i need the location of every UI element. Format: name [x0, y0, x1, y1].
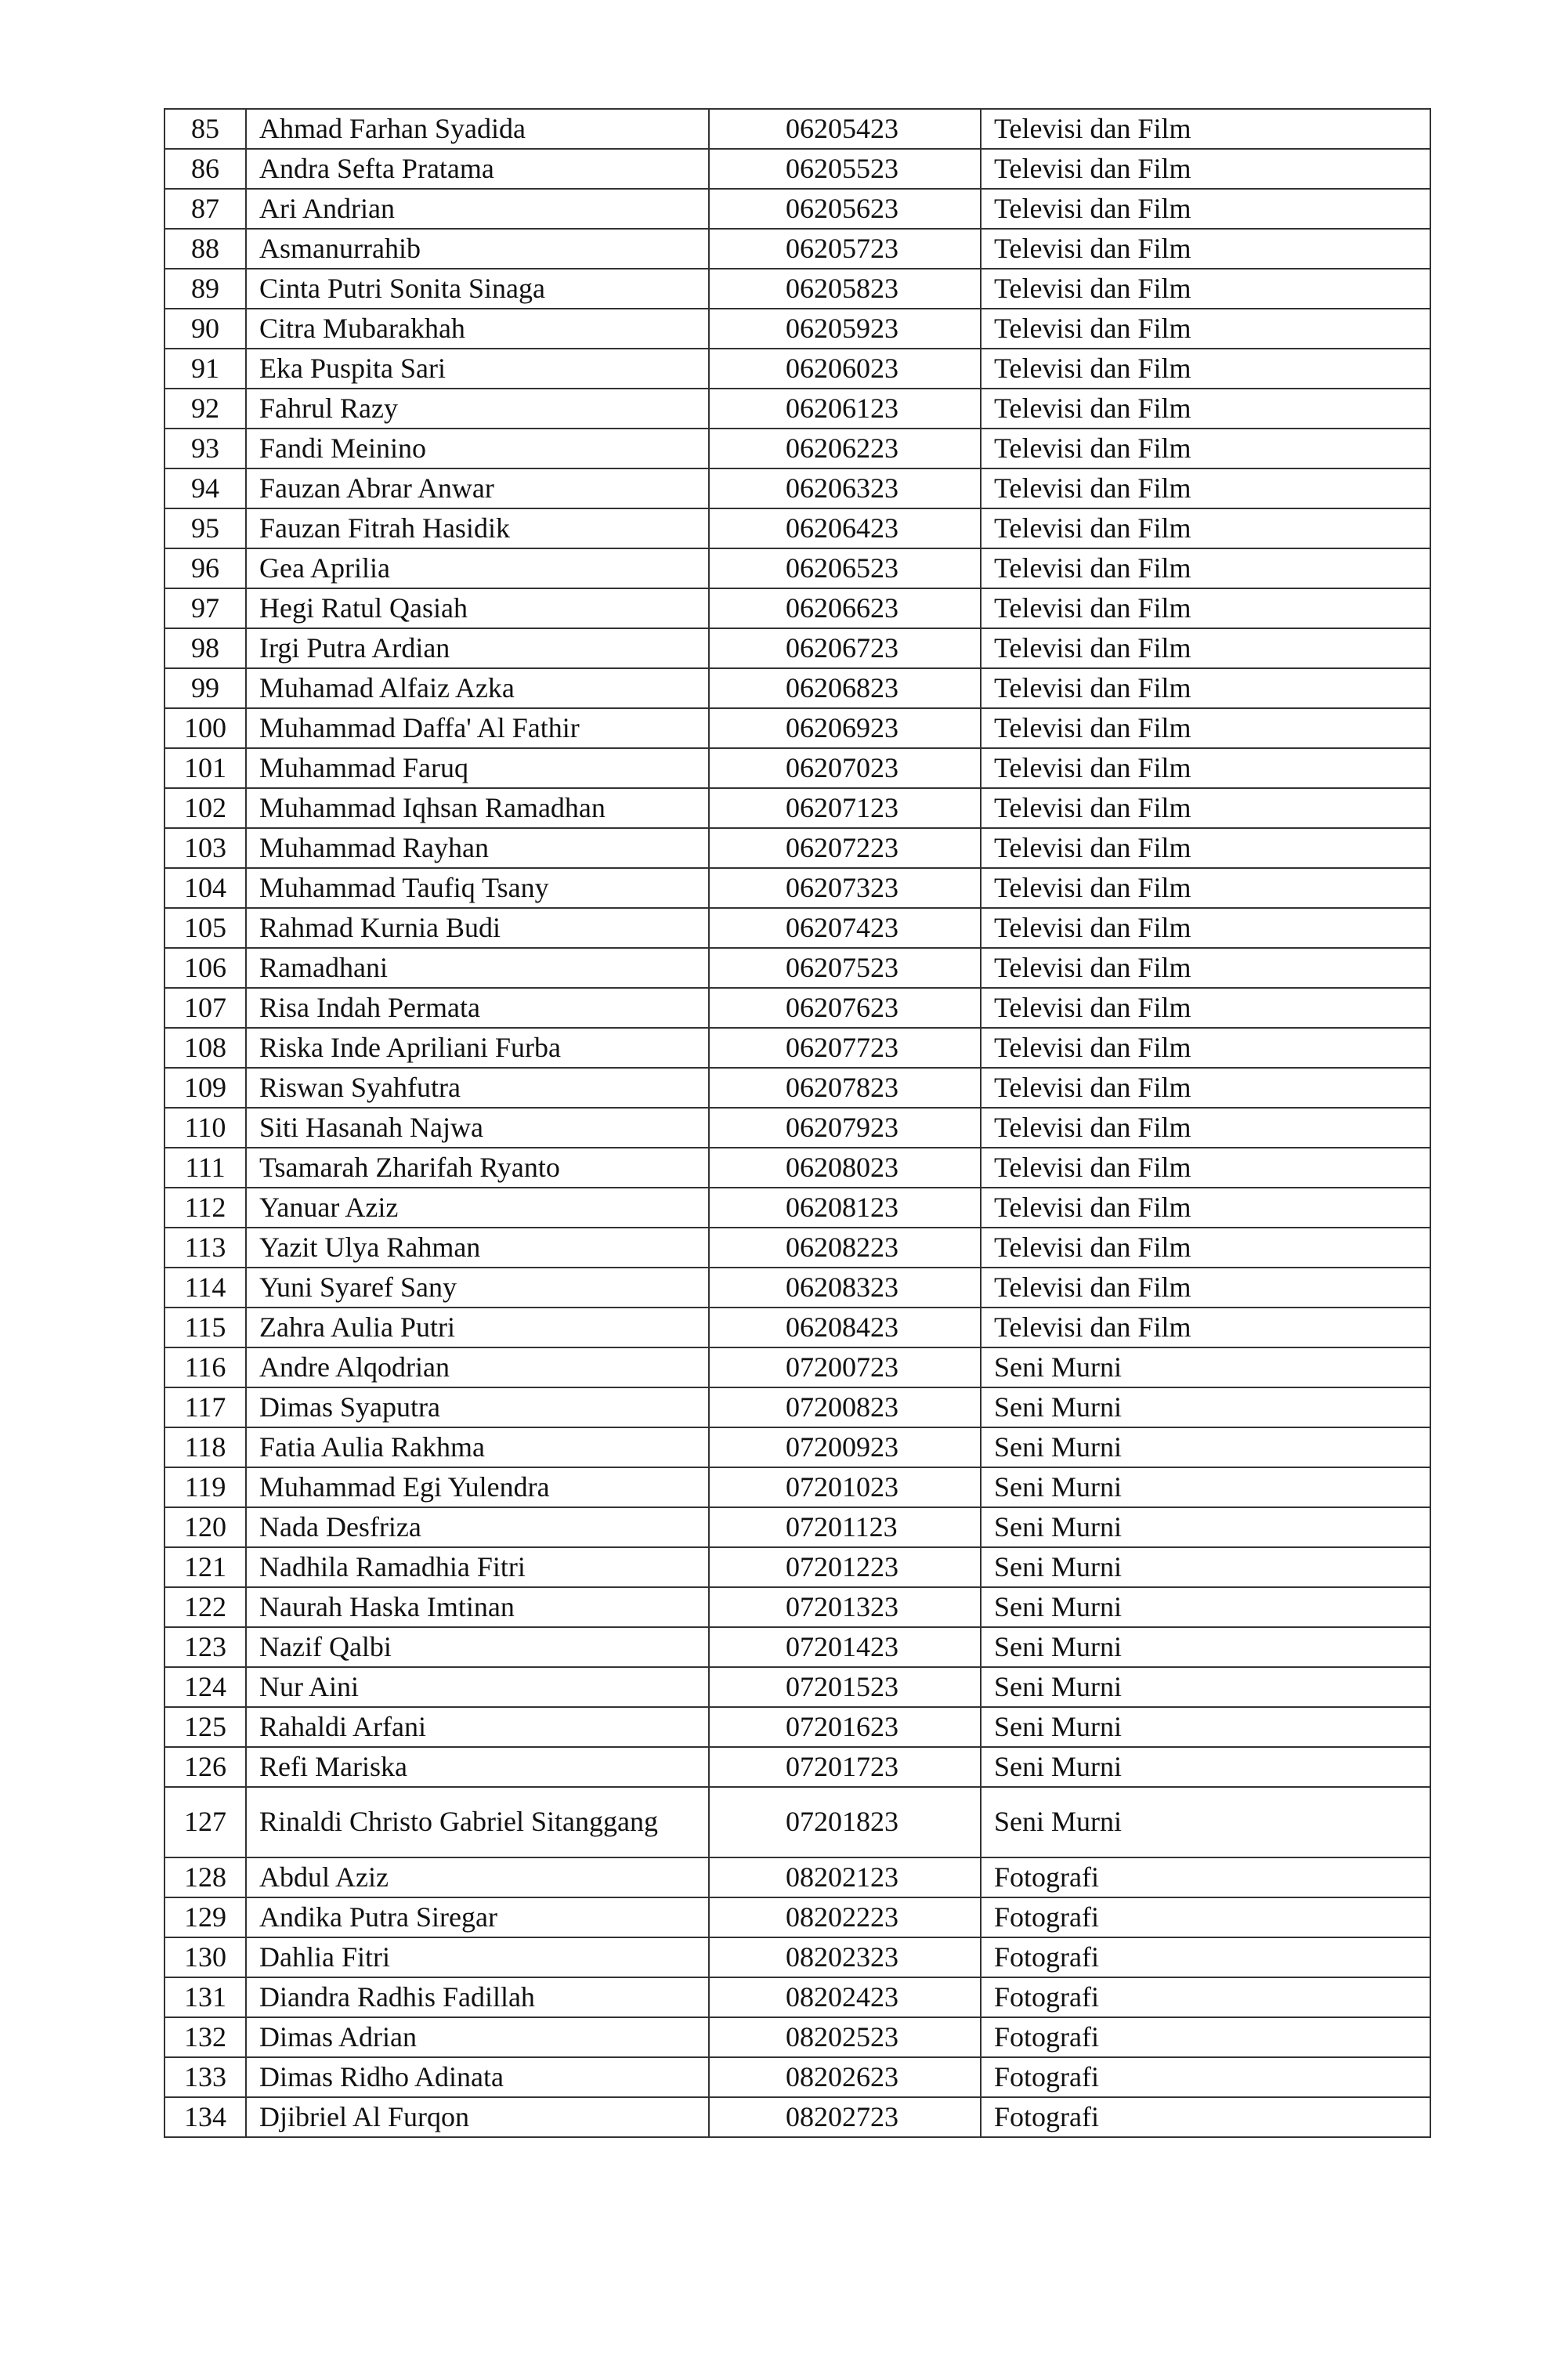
row-number-cell: 111 [164, 1148, 246, 1188]
table-row [164, 468, 1430, 508]
student-name-cell: Hegi Ratul Qasiah [246, 588, 709, 628]
student-name-cell: Nada Desfriza [246, 1507, 709, 1547]
study-program-cell: Seni Murni [981, 1507, 1430, 1547]
study-program-cell: Televisi dan Film [981, 1068, 1430, 1108]
row-number-cell: 110 [164, 1108, 246, 1148]
student-name-cell: Nazif Qalbi [246, 1627, 709, 1667]
table-row [164, 1587, 1430, 1627]
study-program-cell: Televisi dan Film [981, 1028, 1430, 1068]
study-program-cell: Televisi dan Film [981, 1308, 1430, 1347]
student-name-cell: Siti Hasanah Najwa [246, 1108, 709, 1148]
student-name-cell: Ari Andrian [246, 189, 709, 229]
student-name-cell: Yuni Syaref Sany [246, 1268, 709, 1308]
student-name-cell: Fatia Aulia Rakhma [246, 1427, 709, 1467]
row-number-cell: 97 [164, 588, 246, 628]
student-name-cell: Eka Puspita Sari [246, 349, 709, 389]
study-program-cell: Seni Murni [981, 1627, 1430, 1667]
study-program-cell: Televisi dan Film [981, 868, 1430, 908]
student-id-cell: 06206323 [709, 468, 981, 508]
row-number-cell: 101 [164, 748, 246, 788]
table-row [164, 1108, 1430, 1148]
student-name-cell: Nadhila Ramadhia Fitri [246, 1547, 709, 1587]
study-program-cell: Televisi dan Film [981, 668, 1430, 708]
study-program-cell: Seni Murni [981, 1467, 1430, 1507]
student-name-cell: Citra Mubarakhah [246, 309, 709, 349]
student-name-cell: Djibriel Al Furqon [246, 2097, 709, 2137]
study-program-cell: Televisi dan Film [981, 189, 1430, 229]
study-program-cell: Seni Murni [981, 1587, 1430, 1627]
row-number-cell: 125 [164, 1707, 246, 1747]
student-name-cell: Gea Aprilia [246, 548, 709, 588]
table-row [164, 868, 1430, 908]
student-id-cell: 07201023 [709, 1467, 981, 1507]
table-row [164, 109, 1430, 149]
student-id-cell: 06206623 [709, 588, 981, 628]
table-row [164, 1387, 1430, 1427]
table-row [164, 1897, 1430, 1937]
student-id-cell: 06208123 [709, 1188, 981, 1228]
student-id-cell: 06207223 [709, 828, 981, 868]
table-row [164, 1977, 1430, 2017]
table-row [164, 1787, 1430, 1857]
student-name-cell: Muhammad Iqhsan Ramadhan [246, 788, 709, 828]
student-id-cell: 08202623 [709, 2057, 981, 2097]
row-number-cell: 104 [164, 868, 246, 908]
table-row [164, 948, 1430, 988]
student-id-cell: 06208423 [709, 1308, 981, 1347]
study-program-cell: Fotografi [981, 1937, 1430, 1977]
row-number-cell: 118 [164, 1427, 246, 1467]
study-program-cell: Televisi dan Film [981, 269, 1430, 309]
student-name-cell: Andra Sefta Pratama [246, 149, 709, 189]
student-name-cell: Cinta Putri Sonita Sinaga [246, 269, 709, 309]
student-name-cell: Zahra Aulia Putri [246, 1308, 709, 1347]
student-name-cell: Fandi Meinino [246, 429, 709, 468]
row-number-cell: 87 [164, 189, 246, 229]
student-table-body [164, 109, 1430, 2137]
student-id-cell: 06205523 [709, 149, 981, 189]
table-row [164, 269, 1430, 309]
student-id-cell: 08202123 [709, 1857, 981, 1897]
row-number-cell: 123 [164, 1627, 246, 1667]
study-program-cell: Seni Murni [981, 1387, 1430, 1427]
row-number-cell: 126 [164, 1747, 246, 1787]
row-number-cell: 90 [164, 309, 246, 349]
row-number-cell: 127 [164, 1787, 246, 1857]
student-name-cell: Refi Mariska [246, 1747, 709, 1787]
student-id-cell: 08202723 [709, 2097, 981, 2137]
student-name-cell: Muhammad Faruq [246, 748, 709, 788]
student-name-cell: Ramadhani [246, 948, 709, 988]
student-id-cell: 08202423 [709, 1977, 981, 2017]
student-id-cell: 06207623 [709, 988, 981, 1028]
row-number-cell: 117 [164, 1387, 246, 1427]
row-number-cell: 86 [164, 149, 246, 189]
row-number-cell: 116 [164, 1347, 246, 1387]
student-id-cell: 06206123 [709, 389, 981, 429]
table-row [164, 628, 1430, 668]
student-name-cell: Ahmad Farhan Syadida [246, 109, 709, 149]
study-program-cell: Televisi dan Film [981, 908, 1430, 948]
student-id-cell: 07201623 [709, 1707, 981, 1747]
student-id-cell: 06207723 [709, 1028, 981, 1068]
row-number-cell: 112 [164, 1188, 246, 1228]
student-name-cell: Asmanurrahib [246, 229, 709, 269]
table-row [164, 2097, 1430, 2137]
student-id-cell: 06208223 [709, 1228, 981, 1268]
row-number-cell: 131 [164, 1977, 246, 2017]
study-program-cell: Televisi dan Film [981, 309, 1430, 349]
row-number-cell: 129 [164, 1897, 246, 1937]
row-number-cell: 94 [164, 468, 246, 508]
table-row [164, 1148, 1430, 1188]
student-name-cell: Fauzan Fitrah Hasidik [246, 508, 709, 548]
table-row [164, 1707, 1430, 1747]
study-program-cell: Seni Murni [981, 1667, 1430, 1707]
row-number-cell: 114 [164, 1268, 246, 1308]
study-program-cell: Televisi dan Film [981, 628, 1430, 668]
student-id-cell: 06205423 [709, 109, 981, 149]
study-program-cell: Televisi dan Film [981, 788, 1430, 828]
table-row [164, 2057, 1430, 2097]
row-number-cell: 119 [164, 1467, 246, 1507]
table-row [164, 349, 1430, 389]
study-program-cell: Fotografi [981, 2017, 1430, 2057]
study-program-cell: Televisi dan Film [981, 1148, 1430, 1188]
study-program-cell: Televisi dan Film [981, 948, 1430, 988]
table-row [164, 1188, 1430, 1228]
student-id-cell: 06207323 [709, 868, 981, 908]
student-id-cell: 06206023 [709, 349, 981, 389]
student-list-table [164, 108, 1431, 2138]
student-id-cell: 06206823 [709, 668, 981, 708]
student-name-cell: Yanuar Aziz [246, 1188, 709, 1228]
student-id-cell: 06206523 [709, 548, 981, 588]
student-name-cell: Risa Indah Permata [246, 988, 709, 1028]
student-name-cell: Muhammad Daffa' Al Fathir [246, 708, 709, 748]
study-program-cell: Televisi dan Film [981, 708, 1430, 748]
study-program-cell: Seni Murni [981, 1787, 1430, 1857]
study-program-cell: Televisi dan Film [981, 389, 1430, 429]
row-number-cell: 128 [164, 1857, 246, 1897]
study-program-cell: Seni Murni [981, 1427, 1430, 1467]
row-number-cell: 98 [164, 628, 246, 668]
table-row [164, 788, 1430, 828]
student-name-cell: Rinaldi Christo Gabriel Sitanggang [246, 1787, 709, 1857]
row-number-cell: 96 [164, 548, 246, 588]
table-row [164, 1268, 1430, 1308]
student-id-cell: 07201323 [709, 1587, 981, 1627]
table-row [164, 1427, 1430, 1467]
study-program-cell: Televisi dan Film [981, 748, 1430, 788]
student-name-cell: Fahrul Razy [246, 389, 709, 429]
row-number-cell: 102 [164, 788, 246, 828]
student-name-cell: Muhammad Taufiq Tsany [246, 868, 709, 908]
student-name-cell: Muhammad Rayhan [246, 828, 709, 868]
student-id-cell: 06207423 [709, 908, 981, 948]
table-row [164, 708, 1430, 748]
table-row [164, 1547, 1430, 1587]
row-number-cell: 133 [164, 2057, 246, 2097]
study-program-cell: Fotografi [981, 1897, 1430, 1937]
student-name-cell: Riswan Syahfutra [246, 1068, 709, 1108]
student-id-cell: 06207823 [709, 1068, 981, 1108]
table-row [164, 548, 1430, 588]
student-name-cell: Rahaldi Arfani [246, 1707, 709, 1747]
row-number-cell: 88 [164, 229, 246, 269]
row-number-cell: 89 [164, 269, 246, 309]
student-id-cell: 07201723 [709, 1747, 981, 1787]
student-name-cell: Dimas Adrian [246, 2017, 709, 2057]
student-id-cell: 08202523 [709, 2017, 981, 2057]
row-number-cell: 134 [164, 2097, 246, 2137]
student-name-cell: Dahlia Fitri [246, 1937, 709, 1977]
study-program-cell: Televisi dan Film [981, 149, 1430, 189]
study-program-cell: Televisi dan Film [981, 988, 1430, 1028]
student-id-cell: 07200723 [709, 1347, 981, 1387]
student-name-cell: Fauzan Abrar Anwar [246, 468, 709, 508]
student-name-cell: Dimas Ridho Adinata [246, 2057, 709, 2097]
row-number-cell: 100 [164, 708, 246, 748]
study-program-cell: Televisi dan Film [981, 429, 1430, 468]
student-id-cell: 07201423 [709, 1627, 981, 1667]
study-program-cell: Fotografi [981, 2097, 1430, 2137]
student-id-cell: 07201823 [709, 1787, 981, 1857]
study-program-cell: Seni Murni [981, 1547, 1430, 1587]
table-row [164, 229, 1430, 269]
student-id-cell: 06208323 [709, 1268, 981, 1308]
table-row [164, 1347, 1430, 1387]
table-row [164, 988, 1430, 1028]
row-number-cell: 93 [164, 429, 246, 468]
table-row [164, 828, 1430, 868]
student-id-cell: 07201223 [709, 1547, 981, 1587]
row-number-cell: 124 [164, 1667, 246, 1707]
table-row [164, 668, 1430, 708]
table-row [164, 1467, 1430, 1507]
row-number-cell: 107 [164, 988, 246, 1028]
student-id-cell: 06206723 [709, 628, 981, 668]
table-row [164, 1627, 1430, 1667]
table-row [164, 508, 1430, 548]
row-number-cell: 105 [164, 908, 246, 948]
student-id-cell: 08202323 [709, 1937, 981, 1977]
row-number-cell: 106 [164, 948, 246, 988]
row-number-cell: 99 [164, 668, 246, 708]
student-id-cell: 06208023 [709, 1148, 981, 1188]
student-name-cell: Tsamarah Zharifah Ryanto [246, 1148, 709, 1188]
row-number-cell: 109 [164, 1068, 246, 1108]
study-program-cell: Fotografi [981, 1857, 1430, 1897]
student-name-cell: Riska Inde Apriliani Furba [246, 1028, 709, 1068]
study-program-cell: Televisi dan Film [981, 1228, 1430, 1268]
student-name-cell: Yazit Ulya Rahman [246, 1228, 709, 1268]
student-id-cell: 07201123 [709, 1507, 981, 1547]
row-number-cell: 121 [164, 1547, 246, 1587]
student-name-cell: Naurah Haska Imtinan [246, 1587, 709, 1627]
row-number-cell: 120 [164, 1507, 246, 1547]
student-name-cell: Irgi Putra Ardian [246, 628, 709, 668]
row-number-cell: 115 [164, 1308, 246, 1347]
table-row [164, 748, 1430, 788]
row-number-cell: 113 [164, 1228, 246, 1268]
student-id-cell: 08202223 [709, 1897, 981, 1937]
row-number-cell: 108 [164, 1028, 246, 1068]
student-name-cell: Nur Aini [246, 1667, 709, 1707]
study-program-cell: Televisi dan Film [981, 588, 1430, 628]
student-id-cell: 06207923 [709, 1108, 981, 1148]
student-id-cell: 07200923 [709, 1427, 981, 1467]
table-row [164, 1028, 1430, 1068]
row-number-cell: 91 [164, 349, 246, 389]
table-row [164, 2017, 1430, 2057]
study-program-cell: Fotografi [981, 2057, 1430, 2097]
study-program-cell: Televisi dan Film [981, 508, 1430, 548]
table-row [164, 389, 1430, 429]
row-number-cell: 92 [164, 389, 246, 429]
study-program-cell: Televisi dan Film [981, 468, 1430, 508]
student-name-cell: Andre Alqodrian [246, 1347, 709, 1387]
study-program-cell: Seni Murni [981, 1347, 1430, 1387]
student-name-cell: Rahmad Kurnia Budi [246, 908, 709, 948]
student-id-cell: 06207123 [709, 788, 981, 828]
student-name-cell: Diandra Radhis Fadillah [246, 1977, 709, 2017]
table-row [164, 1308, 1430, 1347]
table-row [164, 1228, 1430, 1268]
row-number-cell: 130 [164, 1937, 246, 1977]
student-id-cell: 07201523 [709, 1667, 981, 1707]
student-name-cell: Muhamad Alfaiz Azka [246, 668, 709, 708]
study-program-cell: Televisi dan Film [981, 349, 1430, 389]
table-row [164, 309, 1430, 349]
student-id-cell: 07200823 [709, 1387, 981, 1427]
row-number-cell: 132 [164, 2017, 246, 2057]
study-program-cell: Seni Murni [981, 1707, 1430, 1747]
student-id-cell: 06206423 [709, 508, 981, 548]
row-number-cell: 122 [164, 1587, 246, 1627]
table-row [164, 1937, 1430, 1977]
table-row [164, 1507, 1430, 1547]
student-id-cell: 06207023 [709, 748, 981, 788]
student-id-cell: 06205623 [709, 189, 981, 229]
student-id-cell: 06206223 [709, 429, 981, 468]
study-program-cell: Televisi dan Film [981, 109, 1430, 149]
table-row [164, 1068, 1430, 1108]
study-program-cell: Seni Murni [981, 1747, 1430, 1787]
student-name-cell: Muhammad Egi Yulendra [246, 1467, 709, 1507]
student-id-cell: 06205923 [709, 309, 981, 349]
student-id-cell: 06205823 [709, 269, 981, 309]
table-row [164, 429, 1430, 468]
study-program-cell: Televisi dan Film [981, 1268, 1430, 1308]
row-number-cell: 95 [164, 508, 246, 548]
table-row [164, 149, 1430, 189]
student-name-cell: Dimas Syaputra [246, 1387, 709, 1427]
study-program-cell: Televisi dan Film [981, 548, 1430, 588]
table-row [164, 588, 1430, 628]
table-row [164, 1667, 1430, 1707]
table-row [164, 908, 1430, 948]
table-row [164, 1747, 1430, 1787]
row-number-cell: 85 [164, 109, 246, 149]
student-name-cell: Andika Putra Siregar [246, 1897, 709, 1937]
student-id-cell: 06205723 [709, 229, 981, 269]
student-id-cell: 06206923 [709, 708, 981, 748]
row-number-cell: 103 [164, 828, 246, 868]
table-row [164, 189, 1430, 229]
student-name-cell: Abdul Aziz [246, 1857, 709, 1897]
study-program-cell: Fotografi [981, 1977, 1430, 2017]
study-program-cell: Televisi dan Film [981, 828, 1430, 868]
table-row [164, 1857, 1430, 1897]
study-program-cell: Televisi dan Film [981, 229, 1430, 269]
student-id-cell: 06207523 [709, 948, 981, 988]
study-program-cell: Televisi dan Film [981, 1108, 1430, 1148]
study-program-cell: Televisi dan Film [981, 1188, 1430, 1228]
